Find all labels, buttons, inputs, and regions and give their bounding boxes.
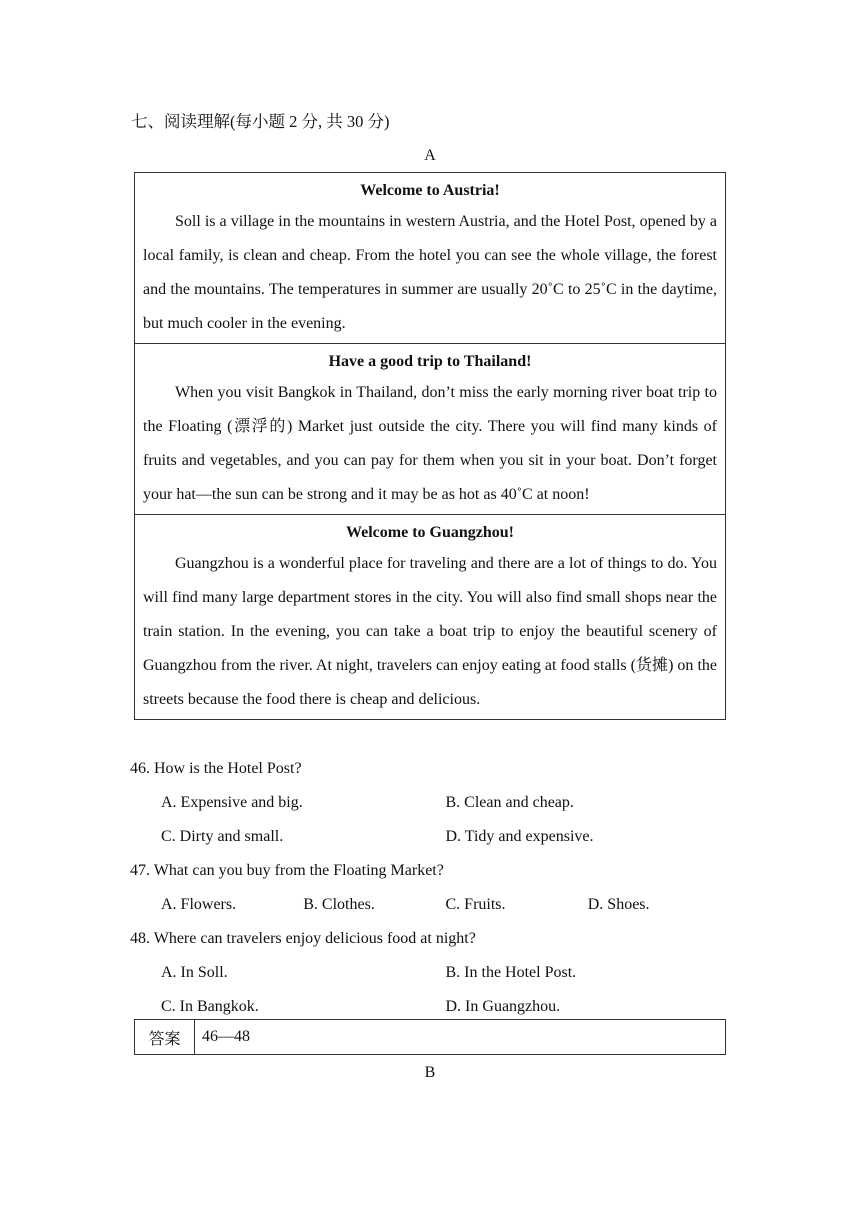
option-a: A. Flowers.: [161, 896, 237, 913]
passage-text: When you visit Bangkok in Thailand, don’t miss the early morning river boat trip to the Floating (漂浮的) Market just outside the city. There you will find many kinds of fruits and vegetables, and you can pay for them when you sit in your boat. Don’t forget your hat—the sun can be strong and it may be as hot as 40˚C at noon!: [143, 384, 717, 503]
passage-guangzhou: [135, 515, 725, 719]
option-c: C. In Bangkok.: [161, 998, 259, 1015]
passage-austria: [135, 173, 725, 344]
question-47: [130, 854, 730, 922]
option-b: B. Clothes.: [303, 896, 375, 913]
option-d: D. In Guangzhou.: [445, 998, 561, 1015]
option-d: D. Tidy and expensive.: [445, 828, 594, 845]
passage-title: Welcome to Austria!: [360, 182, 500, 199]
option-c: C. Fruits.: [445, 896, 506, 913]
passage-thailand: [135, 344, 725, 515]
part-b-label: B: [424, 1064, 436, 1081]
section-title: 七、阅读理解(每小题 2 分, 共 30 分): [131, 112, 390, 131]
answer-label: 答案: [135, 1020, 195, 1054]
option-a: A. Expensive and big.: [161, 794, 303, 811]
passage-text: Guangzhou is a wonderful place for traveling and there are a lot of things to do. You will find many large department stores in the city. You will also find small shops near the train station. In the evening, you can take a boat trip to enjoy the beautiful scenery of Guangzhou from the river. At night, travelers can enjoy eating at food stalls (货摊) on the streets because the food there is cheap and delicious.: [143, 555, 717, 708]
passage-title: Welcome to Guangzhou!: [346, 524, 514, 541]
passage-text: Soll is a village in the mountains in western Austria, and the Hotel Post, opened by a local family, is clean and cheap. From the hotel you can see the whole village, the forest and the mountains. The temperatures in summer are usually 20˚C to 25˚C in the daytime, but much cooler in the evening.: [143, 213, 717, 332]
answer-box: [134, 1019, 726, 1055]
question-stem: 46. How is the Hotel Post?: [130, 760, 302, 777]
answer-range: 46—48: [202, 1028, 250, 1045]
option-d: D. Shoes.: [587, 896, 650, 913]
passage-title: Have a good trip to Thailand!: [328, 353, 532, 370]
option-b: B. In the Hotel Post.: [445, 964, 577, 981]
question-48: [130, 922, 730, 1024]
questions: [130, 752, 730, 1024]
passages-table: [134, 172, 726, 720]
option-a: A. In Soll.: [161, 964, 228, 981]
option-b: B. Clean and cheap.: [445, 794, 574, 811]
question-46: [130, 752, 730, 854]
option-c: C. Dirty and small.: [161, 828, 284, 845]
question-stem: 47. What can you buy from the Floating Market?: [130, 862, 444, 879]
part-a-label: A: [424, 147, 436, 164]
question-stem: 48. Where can travelers enjoy delicious food at night?: [130, 930, 476, 947]
